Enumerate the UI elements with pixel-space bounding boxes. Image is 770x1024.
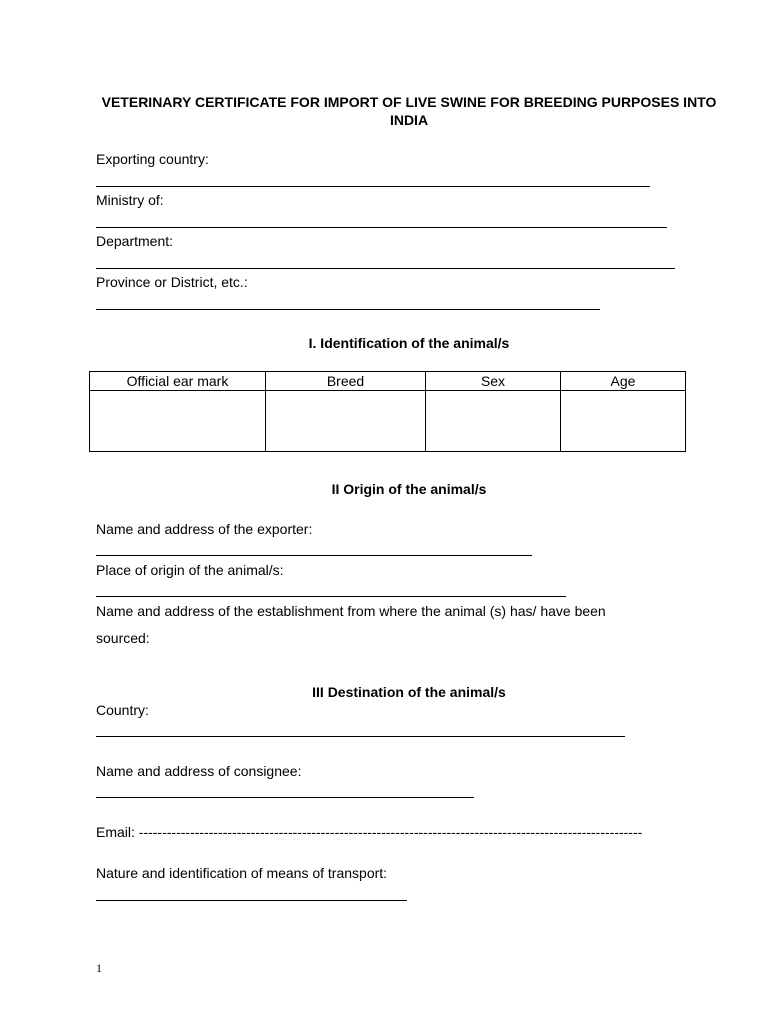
consignee-label: Name and address of consignee: — [96, 763, 302, 779]
establishment-label-line2: sourced: — [96, 630, 150, 646]
exporter-label: Name and address of the exporter: — [96, 521, 313, 537]
exporting-country-field[interactable] — [96, 186, 650, 187]
page-number: 1 — [96, 961, 102, 975]
establishment-label-line1: Name and address of the establishment from where the animal (s) has/ have been — [96, 603, 606, 619]
exporting-country-label: Exporting country: — [96, 151, 209, 167]
document-title: VETERINARY CERTIFICATE FOR IMPORT OF LIVE SWINE FOR BREEDING PURPOSES INTO INDIA — [101, 94, 717, 128]
place-of-origin-field[interactable] — [96, 596, 566, 597]
ear-mark-cell[interactable] — [90, 391, 266, 452]
table-header-row — [90, 372, 686, 391]
column-header-sex: Sex — [426, 372, 561, 391]
exporter-field[interactable] — [96, 555, 532, 556]
age-cell[interactable] — [561, 391, 686, 452]
department-field[interactable] — [96, 268, 675, 269]
column-header-age: Age — [561, 372, 686, 391]
column-header-ear-mark: Official ear mark — [90, 372, 266, 391]
country-label: Country: — [96, 702, 149, 718]
column-header-breed: Breed — [266, 372, 426, 391]
sex-cell[interactable] — [426, 391, 561, 452]
transport-label: Nature and identification of means of transport: — [96, 865, 388, 881]
section-origin-heading: II Origin of the animal/s — [331, 481, 487, 497]
country-field[interactable] — [96, 736, 625, 737]
section-identification-heading: I. Identification of the animal/s — [308, 335, 510, 351]
breed-cell[interactable] — [266, 391, 426, 452]
identification-table — [89, 371, 686, 452]
ministry-field[interactable] — [96, 227, 667, 228]
province-field[interactable] — [96, 309, 600, 310]
email-field[interactable]: Email: ------------------------------------------------------------------------------------------------------------ — [96, 824, 643, 840]
place-of-origin-label: Place of origin of the animal/s: — [96, 562, 284, 578]
ministry-label: Ministry of: — [96, 192, 164, 208]
section-destination-heading: III Destination of the animal/s — [312, 684, 506, 700]
transport-field[interactable] — [96, 900, 407, 901]
table-row — [90, 391, 686, 452]
consignee-field[interactable] — [96, 797, 474, 798]
province-label: Province or District, etc.: — [96, 274, 248, 290]
department-label: Department: — [96, 233, 174, 249]
